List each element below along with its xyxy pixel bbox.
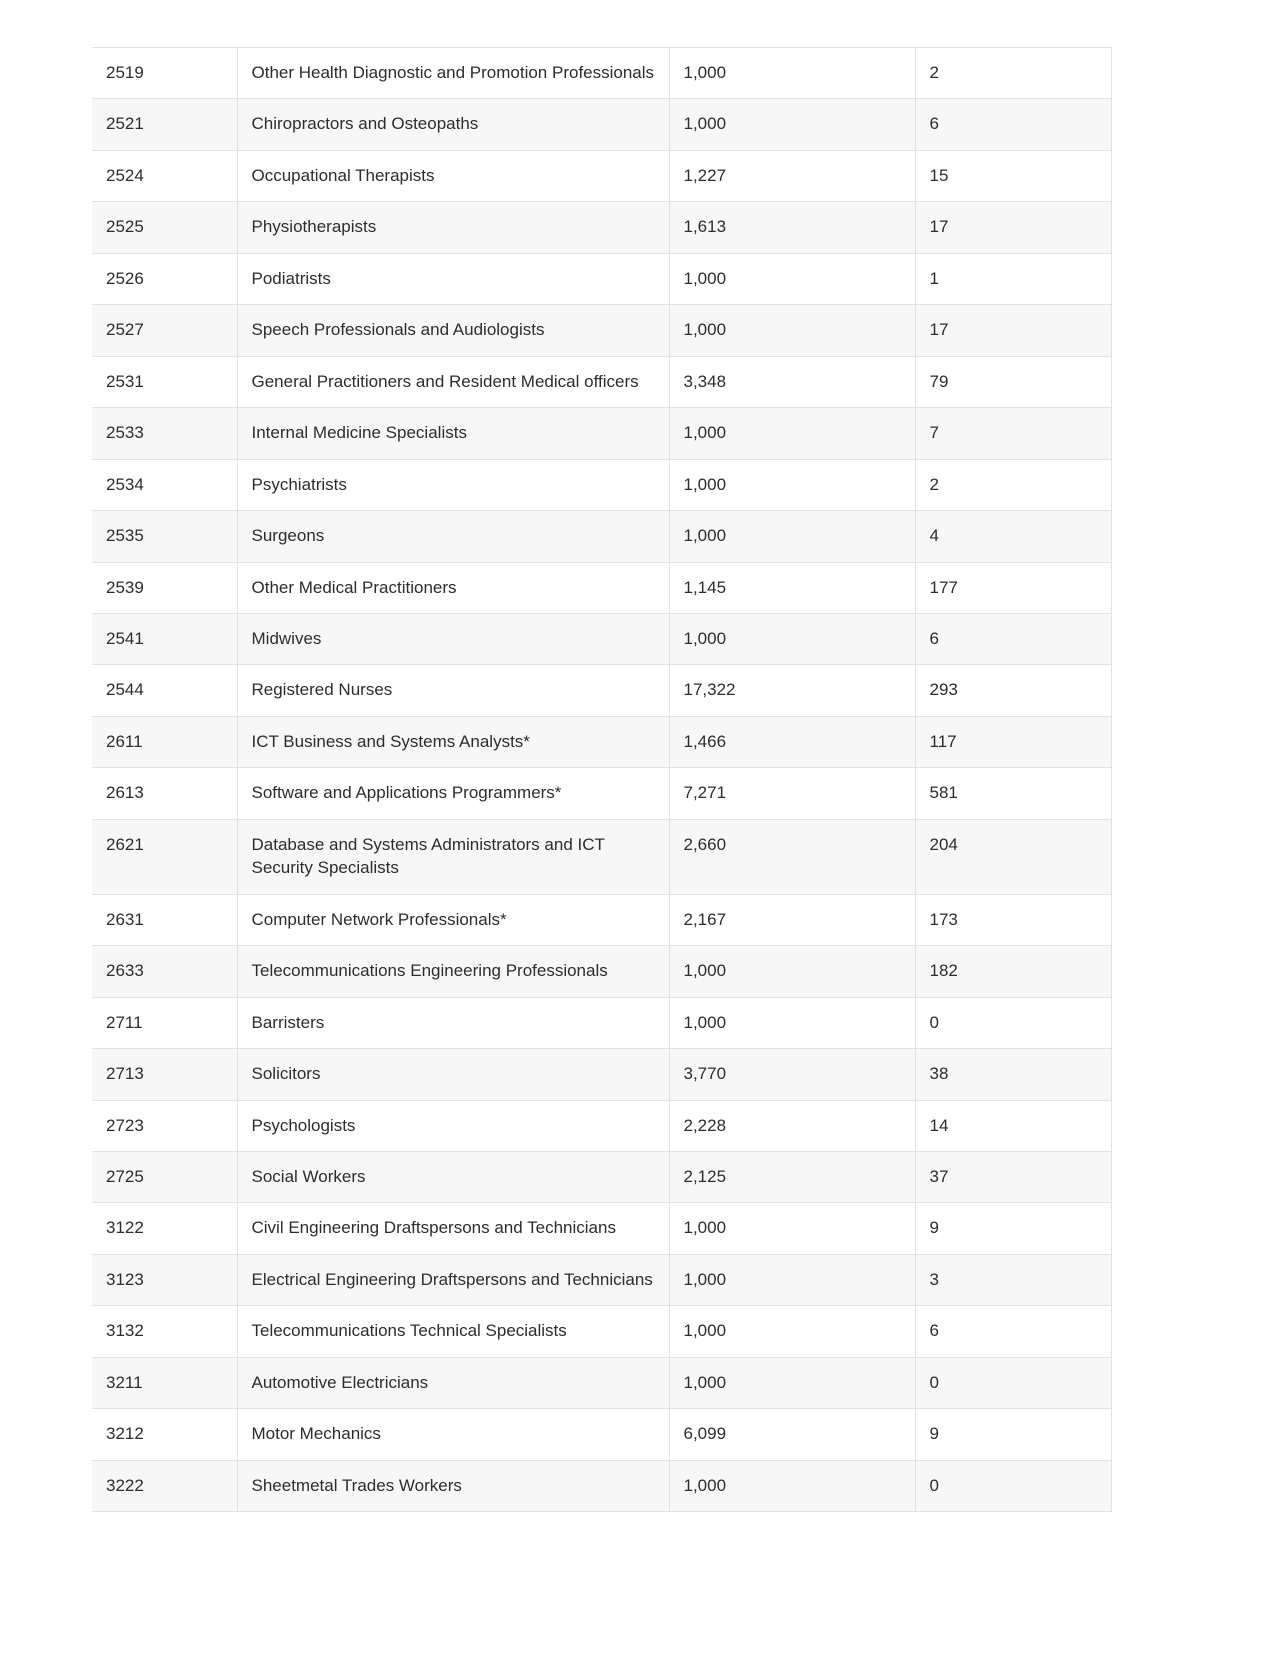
occupation-ceiling-table [92, 47, 1112, 1512]
cell-code-text: 3222 [106, 1475, 144, 1495]
cell-code-text: 2534 [106, 474, 144, 494]
cell-name [237, 894, 669, 945]
cell-ceiling-text: 1,227 [683, 165, 727, 185]
table-row [92, 997, 1111, 1048]
cell-code [92, 946, 237, 997]
cell-results-text: 4 [929, 526, 939, 546]
table-row [92, 894, 1111, 945]
cell-results-text: 0 [929, 1475, 939, 1495]
cell-results [915, 202, 1111, 253]
cell-results [915, 253, 1111, 304]
cell-code [92, 1100, 237, 1151]
table-row [92, 1151, 1111, 1202]
table-row [92, 1254, 1111, 1305]
cell-name [237, 459, 669, 510]
cell-name [237, 665, 669, 716]
cell-results-text: 37 [929, 1166, 949, 1186]
cell-ceiling [669, 356, 915, 407]
cell-ceiling-text: 1,613 [683, 217, 727, 237]
cell-code-text: 2613 [106, 783, 144, 803]
table-row [92, 1049, 1111, 1100]
cell-code-text: 2611 [106, 731, 143, 751]
cell-name-text: Computer Network Professionals* [251, 909, 507, 929]
cell-ceiling-text: 1,000 [683, 1218, 727, 1238]
cell-ceiling-text: 3,770 [683, 1064, 727, 1084]
cell-ceiling-text: 17,322 [683, 680, 736, 700]
cell-results-text: 6 [929, 1321, 939, 1341]
cell-results [915, 48, 1111, 99]
cell-name [237, 613, 669, 664]
cell-code [92, 202, 237, 253]
cell-ceiling [669, 48, 915, 99]
cell-name-text: Motor Mechanics [251, 1424, 381, 1444]
cell-code [92, 768, 237, 819]
cell-ceiling [669, 1100, 915, 1151]
cell-name-text: Database and Systems Administrators and ICT Security Specialists [251, 834, 605, 878]
table-row [92, 946, 1111, 997]
cell-code [92, 511, 237, 562]
cell-ceiling [669, 253, 915, 304]
cell-code [92, 1460, 237, 1511]
cell-code-text: 3123 [106, 1269, 144, 1289]
cell-ceiling [669, 997, 915, 1048]
cell-name-text: Surgeons [251, 526, 325, 546]
cell-name [237, 253, 669, 304]
cell-results [915, 459, 1111, 510]
cell-name-text: Social Workers [251, 1166, 366, 1186]
cell-results-text: 182 [929, 961, 958, 981]
cell-results [915, 894, 1111, 945]
cell-results [915, 1460, 1111, 1511]
cell-results-text: 79 [929, 371, 949, 391]
cell-code-text: 3212 [106, 1424, 144, 1444]
cell-code-text: 2526 [106, 268, 144, 288]
cell-ceiling [669, 305, 915, 356]
cell-code-text: 3122 [106, 1218, 144, 1238]
cell-name [237, 356, 669, 407]
cell-name-text: Midwives [251, 628, 322, 648]
cell-results-text: 17 [929, 320, 949, 340]
cell-ceiling-text: 1,000 [683, 1012, 727, 1032]
cell-results [915, 997, 1111, 1048]
cell-code [92, 253, 237, 304]
cell-results-text: 581 [929, 783, 958, 803]
cell-code [92, 99, 237, 150]
cell-ceiling-text: 1,000 [683, 1475, 727, 1495]
cell-code-text: 2527 [106, 320, 144, 340]
cell-code [92, 1357, 237, 1408]
cell-results-text: 6 [929, 114, 939, 134]
cell-name [237, 997, 669, 1048]
table-row [92, 768, 1111, 819]
cell-name-text: Electrical Engineering Draftspersons and Technicians [251, 1269, 653, 1289]
cell-ceiling-text: 6,099 [683, 1424, 727, 1444]
cell-results [915, 1151, 1111, 1202]
cell-results [915, 1254, 1111, 1305]
cell-name [237, 1151, 669, 1202]
cell-results [915, 1203, 1111, 1254]
cell-code-text: 2521 [106, 114, 144, 134]
table-row [92, 562, 1111, 613]
cell-name-text: Internal Medicine Specialists [251, 423, 467, 443]
cell-results-text: 1 [929, 268, 939, 288]
cell-ceiling-text: 2,125 [683, 1166, 727, 1186]
table-row [92, 408, 1111, 459]
table-row [92, 1203, 1111, 1254]
table-row [92, 356, 1111, 407]
table-row [92, 1460, 1111, 1511]
cell-code-text: 2531 [106, 371, 144, 391]
cell-code [92, 1151, 237, 1202]
cell-ceiling [669, 1203, 915, 1254]
cell-ceiling [669, 202, 915, 253]
cell-ceiling [669, 946, 915, 997]
cell-results [915, 305, 1111, 356]
cell-code-text: 2725 [106, 1166, 144, 1186]
cell-ceiling [669, 562, 915, 613]
cell-results-text: 293 [929, 680, 958, 700]
cell-code [92, 356, 237, 407]
cell-name-text: Software and Applications Programmers* [251, 783, 562, 803]
cell-results-text: 17 [929, 217, 949, 237]
cell-ceiling [669, 1357, 915, 1408]
table-row [92, 253, 1111, 304]
cell-code [92, 894, 237, 945]
cell-results [915, 150, 1111, 201]
cell-results [915, 665, 1111, 716]
cell-results [915, 1306, 1111, 1357]
cell-results [915, 768, 1111, 819]
cell-name-text: Sheetmetal Trades Workers [251, 1475, 462, 1495]
cell-results [915, 562, 1111, 613]
cell-code [92, 716, 237, 767]
cell-code [92, 1049, 237, 1100]
cell-name [237, 1100, 669, 1151]
cell-results-text: 0 [929, 1012, 939, 1032]
cell-name-text: Psychologists [251, 1115, 356, 1135]
table-row [92, 511, 1111, 562]
occupation-table-container [92, 47, 1111, 1512]
cell-code-text: 2621 [106, 834, 144, 854]
cell-code-text: 2713 [106, 1064, 144, 1084]
cell-name-text: Podiatrists [251, 268, 331, 288]
cell-code [92, 613, 237, 664]
cell-name [237, 48, 669, 99]
cell-code [92, 305, 237, 356]
cell-name [237, 150, 669, 201]
cell-ceiling [669, 894, 915, 945]
cell-code-text: 2711 [106, 1012, 143, 1032]
cell-ceiling-text: 1,466 [683, 731, 727, 751]
cell-name-text: Speech Professionals and Audiologists [251, 320, 545, 340]
cell-code-text: 2544 [106, 680, 144, 700]
cell-name [237, 1357, 669, 1408]
cell-ceiling-text: 1,000 [683, 961, 727, 981]
cell-ceiling [669, 1409, 915, 1460]
table-row [92, 1357, 1111, 1408]
cell-results-text: 14 [929, 1115, 949, 1135]
cell-results-text: 7 [929, 423, 939, 443]
cell-code [92, 819, 237, 894]
cell-name [237, 716, 669, 767]
cell-ceiling-text: 2,660 [683, 834, 727, 854]
cell-code-text: 2633 [106, 961, 144, 981]
cell-name [237, 1049, 669, 1100]
cell-ceiling-text: 3,348 [683, 371, 727, 391]
cell-code-text: 2525 [106, 217, 144, 237]
cell-ceiling-text: 1,000 [683, 474, 727, 494]
cell-code [92, 1254, 237, 1305]
cell-results [915, 356, 1111, 407]
table-row [92, 305, 1111, 356]
cell-ceiling [669, 613, 915, 664]
cell-code-text: 3211 [106, 1372, 143, 1392]
cell-name [237, 819, 669, 894]
cell-results-text: 6 [929, 628, 939, 648]
cell-ceiling-text: 1,000 [683, 320, 727, 340]
cell-code-text: 2631 [106, 909, 144, 929]
cell-code-text: 3132 [106, 1321, 144, 1341]
cell-name [237, 1409, 669, 1460]
cell-name-text: Solicitors [251, 1064, 321, 1084]
cell-name-text: Chiropractors and Osteopaths [251, 114, 479, 134]
cell-name [237, 1203, 669, 1254]
cell-name [237, 202, 669, 253]
cell-results-text: 3 [929, 1269, 939, 1289]
cell-ceiling [669, 408, 915, 459]
cell-ceiling [669, 1049, 915, 1100]
cell-ceiling [669, 459, 915, 510]
table-row [92, 202, 1111, 253]
cell-results-text: 2 [929, 474, 939, 494]
cell-ceiling-text: 7,271 [683, 783, 727, 803]
cell-ceiling-text: 1,000 [683, 114, 727, 134]
cell-name-text: Other Health Diagnostic and Promotion Professionals [251, 63, 655, 82]
cell-results-text: 15 [929, 165, 949, 185]
cell-ceiling-text: 1,000 [683, 1269, 727, 1289]
cell-results-text: 9 [929, 1424, 939, 1444]
cell-code [92, 150, 237, 201]
cell-results [915, 716, 1111, 767]
cell-code [92, 1203, 237, 1254]
cell-name [237, 305, 669, 356]
cell-name-text: Physiotherapists [251, 217, 377, 237]
cell-results-text: 177 [929, 577, 958, 597]
cell-results [915, 408, 1111, 459]
cell-results [915, 1357, 1111, 1408]
cell-results [915, 1100, 1111, 1151]
table-row [92, 1306, 1111, 1357]
cell-name-text: ICT Business and Systems Analysts* [251, 731, 530, 751]
table-row [92, 716, 1111, 767]
cell-name [237, 562, 669, 613]
cell-results-text: 204 [929, 834, 958, 854]
cell-code-text: 2524 [106, 165, 144, 185]
cell-name [237, 511, 669, 562]
cell-code-text: 2535 [106, 526, 144, 546]
cell-ceiling-text: 2,228 [683, 1115, 727, 1135]
cell-name-text: General Practitioners and Resident Medical officers [251, 371, 639, 391]
cell-ceiling [669, 716, 915, 767]
cell-results-text: 2 [929, 63, 939, 82]
cell-name-text: Registered Nurses [251, 680, 393, 700]
cell-name-text: Automotive Electricians [251, 1372, 429, 1392]
cell-ceiling [669, 1460, 915, 1511]
cell-name [237, 946, 669, 997]
cell-ceiling-text: 1,000 [683, 628, 727, 648]
cell-code [92, 562, 237, 613]
cell-code [92, 997, 237, 1048]
cell-name-text: Psychiatrists [251, 474, 347, 494]
cell-results-text: 117 [929, 731, 957, 751]
table-row [92, 150, 1111, 201]
cell-name [237, 1306, 669, 1357]
cell-name-text: Telecommunications Engineering Professionals [251, 961, 608, 981]
cell-name-text: Other Medical Practitioners [251, 577, 457, 597]
cell-ceiling-text: 1,000 [683, 423, 727, 443]
cell-name-text: Telecommunications Technical Specialists [251, 1321, 567, 1341]
cell-results-text: 173 [929, 909, 958, 929]
cell-ceiling [669, 511, 915, 562]
cell-ceiling [669, 665, 915, 716]
cell-ceiling [669, 1254, 915, 1305]
cell-results [915, 946, 1111, 997]
cell-ceiling-text: 1,000 [683, 1372, 727, 1392]
cell-results [915, 511, 1111, 562]
cell-name-text: Civil Engineering Draftspersons and Technicians [251, 1218, 616, 1238]
cell-results-text: 9 [929, 1218, 939, 1238]
table-row [92, 1409, 1111, 1460]
table-row [92, 665, 1111, 716]
cell-name [237, 1460, 669, 1511]
cell-code [92, 48, 237, 99]
cell-results [915, 99, 1111, 150]
cell-name-text: Occupational Therapists [251, 165, 435, 185]
table-row [92, 613, 1111, 664]
cell-ceiling-text: 1,000 [683, 268, 727, 288]
cell-code [92, 1409, 237, 1460]
cell-name-text: Barristers [251, 1012, 325, 1032]
table-row [92, 48, 1111, 99]
cell-code-text: 2539 [106, 577, 144, 597]
cell-code-text: 2519 [106, 63, 144, 82]
table-body [92, 48, 1111, 1512]
cell-ceiling-text: 1,000 [683, 1321, 727, 1341]
table-row [92, 819, 1111, 894]
cell-code [92, 408, 237, 459]
cell-ceiling [669, 768, 915, 819]
cell-ceiling-text: 1,000 [683, 63, 727, 82]
cell-ceiling [669, 819, 915, 894]
cell-results-text: 0 [929, 1372, 939, 1392]
cell-results [915, 1409, 1111, 1460]
cell-results [915, 819, 1111, 894]
cell-results [915, 1049, 1111, 1100]
cell-name [237, 408, 669, 459]
table-row [92, 1100, 1111, 1151]
cell-code-text: 2533 [106, 423, 144, 443]
cell-ceiling [669, 1306, 915, 1357]
cell-code-text: 2541 [106, 628, 144, 648]
cell-code-text: 2723 [106, 1115, 144, 1135]
cell-name [237, 99, 669, 150]
cell-ceiling [669, 150, 915, 201]
cell-code [92, 665, 237, 716]
cell-name [237, 1254, 669, 1305]
cell-results-text: 38 [929, 1064, 949, 1084]
cell-name [237, 768, 669, 819]
cell-results [915, 613, 1111, 664]
table-row [92, 99, 1111, 150]
cell-ceiling-text: 1,000 [683, 526, 727, 546]
cell-code [92, 1306, 237, 1357]
cell-ceiling-text: 2,167 [683, 909, 727, 929]
cell-ceiling [669, 1151, 915, 1202]
cell-code [92, 459, 237, 510]
table-row [92, 459, 1111, 510]
cell-ceiling-text: 1,145 [683, 577, 727, 597]
cell-ceiling [669, 99, 915, 150]
